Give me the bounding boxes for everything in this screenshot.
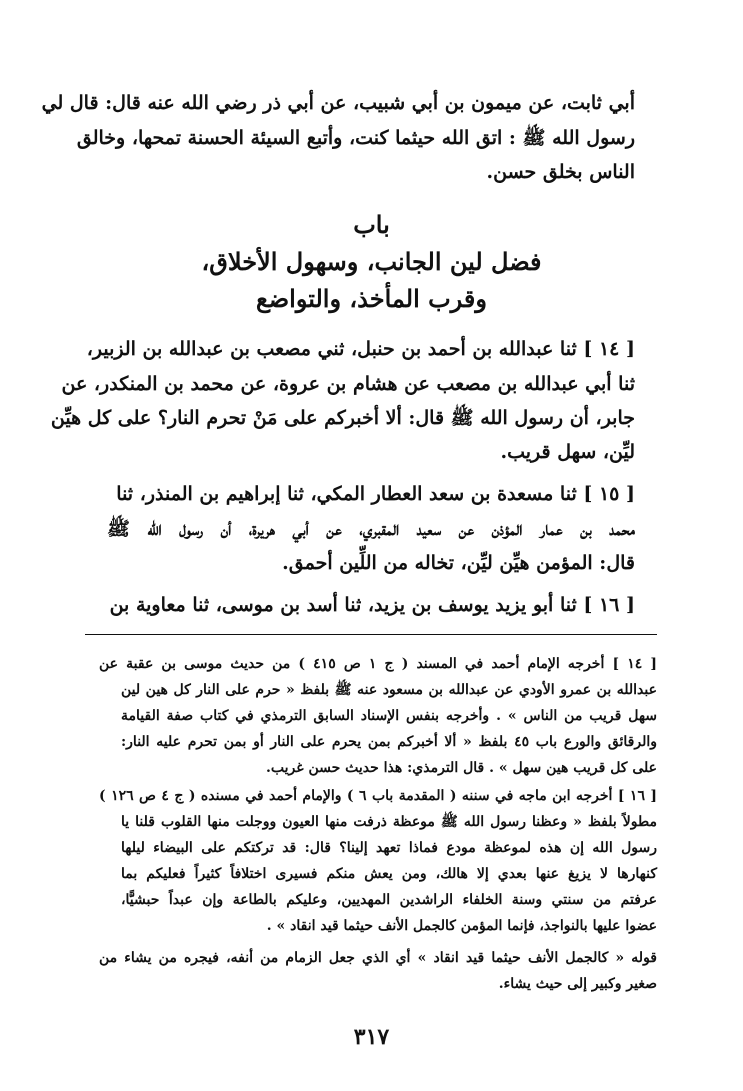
hadith-14-line-1: [ ١٤ ] ثنا عبدالله بن أحمد بن حنبل، ثني مصعب بن عبدالله بن الزبير، [86,338,635,360]
footnote-gloss-line-1: قوله « كالجمل الأنف حيثما قيد انقاد » أي الذي جعل الزمام من أنفه، فيجره من يشاء من [99,950,657,966]
page-number: ٣١٧ [353,1024,390,1050]
hadith-15-line-2: محمد بن عمار المؤذن عن سعيد المقبري، عن أبي هريرة، أن رسول الله ﷺ [107,518,635,540]
hadith-16-line-1: [ ١٦ ] ثنا أبو يزيد يوسف بن يزيد، ثنا أسد بن موسى، ثنا معاوية بن [109,594,635,616]
footnote-gloss-line-2: صغير وكبير إلى حيث يشاء. [498,976,657,992]
footnote-14-line-1: [ ١٤ ] أخرجه الإمام أحمد في المسند ( ج ١ ص ٤١٥ ) من حديث موسى بن عقبة عن [99,656,657,672]
footnote-14-line-4: والرقائق والورع باب ٤٥ بلفظ « ألا أخبركم بمن يحرم على النار أو بمن تحرم عليه النار: [121,734,657,750]
footnote-14-line-5: على كل قريب هين سهل » . قال الترمذي: هذا حديث حسن غريب. [266,760,657,776]
footnote-16-line-1: [ ١٦ ] أخرجه ابن ماجه في سننه ( المقدمة باب ٦ ) والإمام أحمد في مسنده ( ج ٤ ص ١٢٦ ) [99,788,658,804]
hadith-14-line-3: جابر، أن رسول الله ﷺ قال: ألا أخبركم على مَنْ تحرم النار؟ على كل هيِّن [50,407,635,429]
hadith-14-line-2: ثنا أبي عبدالله بن مصعب عن هشام بن عروة، عن محمد بن المنكدر، عن [61,373,635,395]
footnote-16-line-2: مطولاً بلفظ « وعظنا رسول الله ﷺ موعظة ذرفت منها العيون ووجلت منها القلوب قلنا يا [121,814,657,830]
footnote-16-line-3: رسول الله إن هذه لموعظة مودع فماذا تعهد إلينا؟ قال: قد تركتكم على البيضاء ليلها [121,840,657,856]
chapter-label: باب [353,210,390,239]
footnote-16-line-5: عرفتم من سنتي وسنة الخلفاء الراشدين المهديين، وعليكم بالطاعة وإن عبداً حبشيًّا، [121,892,657,908]
footnote-16-line-4: كنهارها لا يزيغ عنها بعدي إلا هالك، ومن يعش منكم فسيرى اختلافاً كثيراً فعليكم بما [121,866,657,882]
footnote-14-line-2: عبدالله بن عمرو الأودي عن عبدالله بن مسعود عنه ﷺ بلفظ « حرم على النار كل هين لين [121,682,657,698]
footnote-14-line-3: سهل قريب من الناس » . وأخرجه بنفس الإسناد السابق الترمذي في كتاب صفة القيامة [121,708,657,724]
hadith-15-line-3: قال: المؤمن هيِّن ليِّن، تخاله من اللِّين أحمق. [282,552,635,574]
chapter-title-line-2: وقرب المأخذ، والتواضع [256,284,487,313]
top-paragraph-line-2: رسول الله ﷺ : اتق الله حيثما كنت، وأتبع السيئة الحسنة تمحها، وخالق [76,127,635,149]
hadith-14-line-4: ليِّن، سهل قريب. [500,441,635,463]
top-paragraph-line-1: أبي ثابت، عن ميمون بن أبي شبيب، عن أبي ذر رضي الله عنه قال: قال لي [41,92,635,114]
chapter-title-line-1: فضل لين الجانب، وسهول الأخلاق، [201,247,542,276]
top-paragraph-line-3: الناس بخلق حسن. [486,161,635,183]
footnote-16-line-6: عضوا عليها بالنواجذ، فإنما المؤمن كالجمل الأنف حيثما قيد انقاد » . [266,918,657,934]
hadith-15-line-1: [ ١٥ ] ثنا مسعدة بن سعد العطار المكي، ثنا إبراهيم بن المنذر، ثنا [116,483,635,505]
footnote-divider [85,634,657,635]
